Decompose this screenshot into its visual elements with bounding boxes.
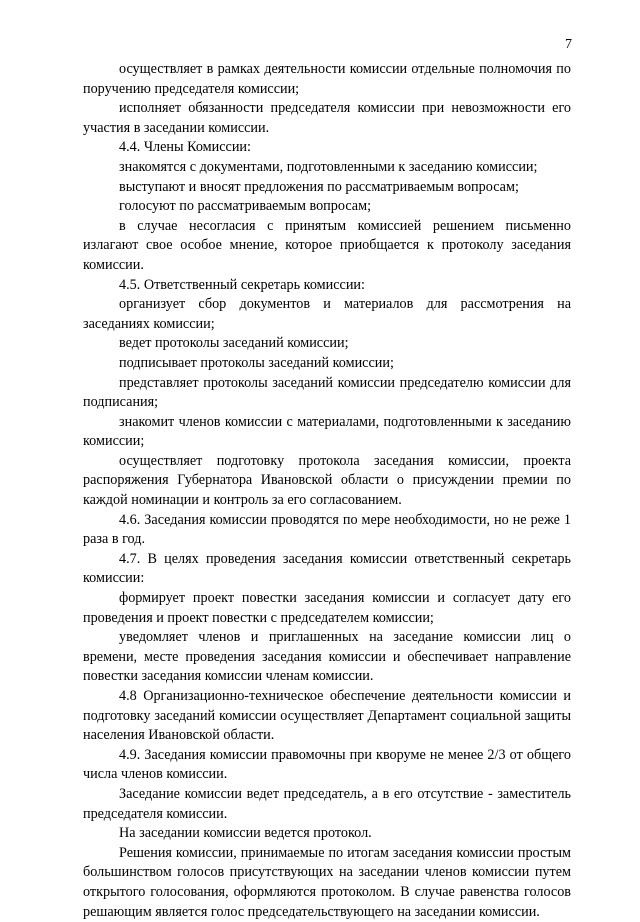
paragraph: осуществляет подготовку протокола заседания комиссии, проекта распоряжения Губернатора Ивановской области о присуждении премии по каждой номинации и контроль за его согласованием. — [83, 452, 571, 509]
paragraph: выступают и вносят предложения по рассматриваемым вопросам; — [119, 178, 519, 195]
section-4-6: 4.6. Заседания комиссии проводятся по мере необходимости, но не реже 1 раза в год. — [83, 511, 571, 548]
paragraph: исполняет обязанности председателя комиссии при невозможности его участия в заседании комиссии. — [83, 100, 571, 136]
section-heading-4-4: 4.4. Члены Комиссии: — [119, 139, 251, 156]
paragraph: подписывает протоколы заседаний комиссии; — [119, 354, 394, 371]
paragraph: Заседание комиссии ведет председатель, а в его отсутствие - заместитель председателя комиссии. — [83, 785, 571, 822]
document-body — [83, 60, 571, 922]
section-4-9: 4.9. Заседания комиссии правомочны при кворуме не менее 2/3 от общего числа членов комиссии. — [83, 746, 571, 783]
paragraph: знакомит членов комиссии с материалами, подготовленными к заседанию комиссии; — [83, 413, 571, 450]
paragraph: уведомляет членов и приглашенных на заседание комиссии лиц о времени, месте проведения заседания комиссии и обеспечивает направление повестки заседания комиссии членам комиссии. — [83, 629, 571, 685]
section-4-8: 4.8 Организационно-техническое обеспечение деятельности комиссии и подготовку заседаний комиссии осуществляет Департамент социальной защиты населения Ивановской области. — [83, 688, 571, 744]
paragraph: формирует проект повестки заседания комиссии и согласует дату его проведения и проект повестки с председателем комиссии; — [83, 590, 571, 626]
page-number: 7 — [565, 37, 572, 52]
paragraph: организует сбор документов и материалов для рассмотрения на заседаниях комиссии; — [83, 296, 571, 332]
paragraph: ведет протоколы заседаний комиссии; — [119, 335, 349, 352]
section-heading-4-5: 4.5. Ответственный секретарь комиссии: — [119, 276, 365, 293]
paragraph: в случае несогласия с принятым комиссией решением письменно излагают свое особое мнение, которое приобщается к протоколу заседания комиссии. — [83, 217, 571, 273]
paragraph: знакомятся с документами, подготовленными к заседанию комиссии; — [119, 158, 538, 175]
section-4-7: 4.7. В целях проведения заседания комиссии ответственный секретарь комиссии: — [83, 550, 571, 587]
paragraph: голосуют по рассматриваемым вопросам; — [119, 198, 372, 215]
paragraph: Решения комиссии, принимаемые по итогам заседания комиссии простым большинством голосов присутствующих на заседании членов комиссии путем открытого голосования, оформляются протоколом. В случае равенства голосов решающим является голос председательствующего на заседании комиссии. — [83, 844, 571, 920]
paragraph: осуществляет в рамках деятельности комиссии отдельные полномочия по поручению председателя комиссии; — [83, 61, 571, 97]
paragraph: представляет протоколы заседаний комиссии председателю комиссии для подписания; — [83, 374, 571, 411]
paragraph: На заседании комиссии ведется протокол. — [119, 825, 372, 842]
